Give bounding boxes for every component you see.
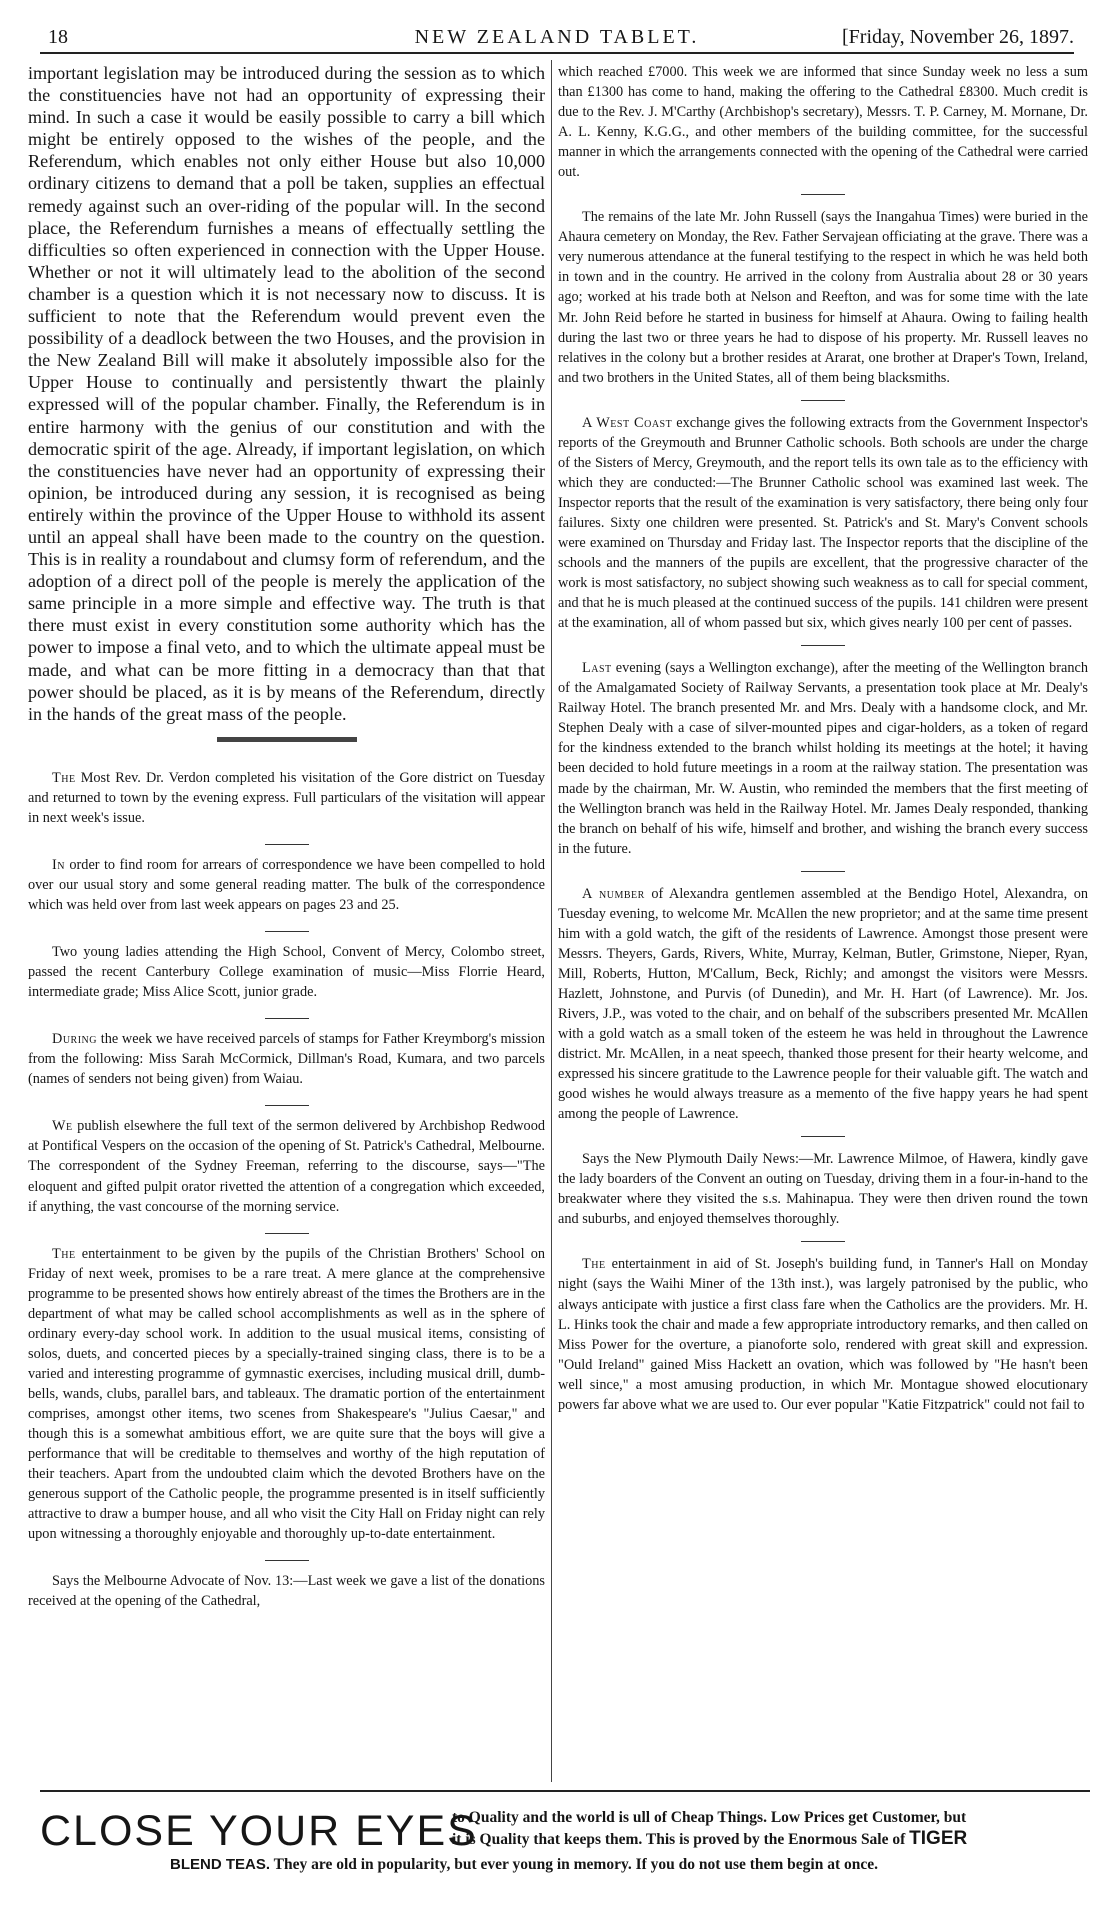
paragraph-divider	[265, 931, 309, 932]
article-text: entertainment in aid of St. Joseph's building fund, in Tanner's Hall on Monday night (says the Waihi Miner of the 13th inst.), was largely patronised by the public, who always anticipate with justice a first class fare when the Catholics are the providers. Mr. H. L. Hinks took the chair and made a few appropriate introductory remarks, and then called on Miss Power for the overture, a pianoforte solo, rendered with great skill and expression. "Ould Ireland" gained Miss Hackett an ovation, which was followed by "He hasn't been well since," a most amusing production, in which Mr. Montague showed elocutionary powers far above what we are used to. Our ever popular "Katie Fitzpatrick" could not fail to	[558, 1256, 1088, 1413]
article-music-exam: Two young ladies attending the High School, Convent of Mercy, Colombo street, passed the recent Canterbury College examination of music—Miss Florrie Heard, intermediate grade; Miss Alice Scott, junior grade.	[28, 944, 545, 1001]
article-lead-word: A West Coast	[582, 414, 673, 431]
advert-line-1: to Quality and the world is ull of Cheap Things. Low Prices get Customer, but	[452, 1809, 967, 1826]
article-convent-outing: Says the New Plymouth Daily News:—Mr. Lawrence Milmoe, of Hawera, kindly gave the lady boarders of the Convent an outing on Tuesday, driving them in a four-in-hand to the breakwater where they visited the s.s. Mahinapua. They were then driven round the town and suburbs, and enjoyed themselves thoroughly.	[558, 1151, 1088, 1228]
page-number: 18	[48, 26, 68, 48]
article-west-coast-schools	[558, 413, 1088, 634]
paragraph-divider	[801, 645, 845, 646]
paragraph-divider	[801, 400, 845, 401]
article-brothers-entertainment	[28, 1244, 545, 1545]
paragraph-divider	[801, 194, 845, 195]
article-text: Most Rev. Dr. Verdon completed his visitation of the Gore district on Tuesday and returned to town by the evening express. Full particulars of the visitation will appear in next week's issue.	[28, 769, 545, 826]
article-text: the week we have received parcels of stamps for Father Kreymborg's mission from the following: Miss Sarah McCormick, Dillman's Road, Kumara, and two parcels (names of senders not being given) from Waiau.	[28, 1031, 545, 1088]
paragraph-divider	[801, 1136, 845, 1137]
article-lead-word: A number	[582, 885, 645, 902]
article-text: publish elsewhere the full text of the sermon delivered by Archbishop Redwood at Pontifical Vespers on the occasion of the opening of St. Patrick's Cathedral, Melbourne. The correspondent of the Sydney Freeman, referring to the discourse, says—"The eloquent and gifted pulpit orator rivetted the attention of a congregation which exceeded, if anything, the vast concourse of the morning service.	[28, 1118, 545, 1215]
article-text: order to find room for arrears of correspondence we have been compelled to hold over our usual story and some general reading matter. The bulk of the correspondence which was held over from last week appears on pages 23 and 25.	[28, 856, 545, 914]
article-text: entertainment to be given by the pupils of the Christian Brothers' School on Friday of next week, promises to be a rare treat. A mere glance at the comprehensive programme to be presented shows how entirely abreast of the times the Brothers are in the department of what may be called school accomplishments as well as in the sphere of ordinary every-day school work. In addition to the usual musical items, consisting of solos, duets, and concerted pieces by a specially-trained singing class, there is to be a varied and interesting programme of gymnastic exercises, including musical drill, dumb-bells, wands, clubs, parallel bars, and tableaux. The dramatic portion of the entertainment comprises, amongst other items, two scenes from Shakespeare's "Julius Caesar," and though this is a somewhat ambitious effort, we are quite sure that the boys will give a performance that will be creditable to themselves and worthy of the high reputation of their teachers. Apart from the undoubted claim which the devoted Brothers have on the generous support of the Catholic people, the programme presented is in itself sufficiently attractive to draw a bumper house, and all who visit the City Hall on Friday night can rely upon witnessing a thoroughly enjoyable and thoroughly up-to-date entertainment.	[28, 1245, 545, 1543]
article-russell-funeral: The remains of the late Mr. John Russell (says the Inangahua Times) were buried in the Ahaura cemetery on Monday, the Rev. Father Servajean officiating at the grave. There was a very numerous attendance at the funeral testifying to the respect in which he was held both in town and in the country. He arrived in the colony from Australia about 28 or 30 years ago; worked at his trade both at Nelson and Reefton, and was for some time with the late Mr. John Reid before he started in business for himself at Ahaura. Owing to failing health during the last two or three years he had to dispose of his property. Mr. Russell leaves no relatives in the colony but a brother resides at Ararat, one brother at Draper's Town, Ireland, and two brothers in the United States, all of them being blacksmiths.	[558, 209, 1088, 386]
paragraph-divider	[265, 1018, 309, 1019]
article-lead-word: In	[52, 856, 65, 873]
section-divider	[217, 737, 357, 742]
article-lead-word: The	[52, 1245, 76, 1262]
article-verdon-visitation	[28, 768, 545, 828]
article-cathedral-donations: Says the Melbourne Advocate of Nov. 13:—Last week we gave a list of the donations received at the opening of the Cathedral,	[28, 1573, 545, 1610]
article-lead-word: Last	[582, 660, 612, 677]
article-correspondence	[28, 855, 545, 915]
issue-date: [Friday, November 26, 1897.	[842, 26, 1074, 48]
advert-line-2	[452, 1829, 1090, 1850]
article-lead-word: During	[52, 1031, 97, 1048]
newspaper-title: NEW ZEALAND TABLET.	[414, 26, 700, 48]
paragraph-divider	[801, 871, 845, 872]
advert-line-3-text: They are old in popularity, but ever young in memory. If you do not use them begin at once.	[273, 1856, 879, 1873]
article-railway-presentation	[558, 658, 1088, 858]
paragraph-divider	[265, 1560, 309, 1561]
article-text: evening (says a Wellington exchange), after the meeting of the Wellington branch of the Amalgamated Society of Railway Servants, a presentation took place at Mr. Dealy's Railway Hotel. The branch presented Mr. and Mrs. Dealy with a handsome clock, and Mr. Stephen Dealy with a case of silver-mounted pipes and cigar-holders, as a token of regard for the kindness extended to the branch whilst holding its meetings at the hotel; it having been decided to hold future meetings in a room at the railway station. The presentation was made by the chairman, Mr. W. Austin, who reminded the members that the first meeting of the Wellington branch was held in the Railway Hotel. Mr. James Dealy responded, thanking the branch on behalf of his wife, himself and brother, and wishing the branch every success in the future.	[558, 660, 1088, 857]
article-alexandra-welcome	[558, 884, 1088, 1125]
article-st-josephs-entertainment	[558, 1254, 1088, 1414]
advert-line-2-text: it is Quality that keeps them. This is proved by the Enormous Sale of	[452, 1831, 906, 1848]
paragraph-divider	[801, 1241, 845, 1242]
article-cathedral-continued: which reached £7000. This week we are informed that since Sunday week no less a sum than £1300 has come to hand, making the offering to the Cathedral £8300. Much credit is due to the Rev. J. M'Carthy (Archbishop's secretary), Messrs. T. P. Carney, M. Mornane, Dr. A. L. Kenny, K.G.G., and other members of the building committee, for the successful manner in which the arrangements connected with the opening of the Cathedral were carried out.	[558, 64, 1088, 181]
paragraph-divider	[265, 844, 309, 845]
advert-brand-blend-teas: BLEND TEAS.	[170, 1856, 271, 1873]
masthead	[40, 22, 1074, 54]
right-column	[558, 62, 1088, 1782]
advert-brand-tiger: TIGER	[909, 1828, 968, 1849]
article-sermon	[28, 1116, 545, 1216]
paragraph-divider	[265, 1233, 309, 1234]
paragraph-divider	[265, 1105, 309, 1106]
column-divider	[551, 60, 552, 1782]
editorial-continuation: important legislation may be introduced during the session as to which the constituencies have not had an opportunity of expressing their mind. In such a case it would be easily possible to carry a bill which might be entirely opposed to the wishes of the people, and the Referendum, which enables not only either House but also 10,000 ordinary citizens to demand that a poll be taken, supplies an effectual remedy against such an over-riding of the popular will. In the second place, the Referendum furnishes a means of effectually settling the difficulties so often experienced in connection with the Upper House. Whether or not it will ultimately lead to the abolition of the second chamber is a question which it is not necessary now to discuss. It is sufficient to note that the Referendum would prevent even the possibility of a deadlock between the two Houses, and the provision in the New Zealand Bill will make it absolutely impossible also for the Upper House to continually and persistently thwart the plainly expressed will of the popular chamber. Finally, the Referendum is in entire harmony with the genius of our constitution and with the democratic spirit of the age. Already, if important legislation, on which the constituencies have never had an opportunity of expressing their opinion, be introduced during any session, it is recognised as being entirely within the province of the Upper House to withhold its assent until an appeal shall have been made to the country on the question. This is in reality a roundabout and clumsy form of referendum, and the adoption of a direct poll of the people is merely the application of the same principle in a more simple and effective way. The truth is that there must exist in every constitution some authority which has the power to impose a final veto, and to which the ultimate appeal must be made, and what can be more fitting in a democracy than that that power should be placed, as it is by means of the Referendum, directly in the hands of the great mass of the people.	[28, 63, 545, 724]
article-lead-word: The	[582, 1256, 606, 1273]
article-text: exchange gives the following extracts from the Government Inspector's reports of the Greymouth and Brunner Catholic schools. Both schools are under the charge of the Sisters of Mercy, Greymouth, and the report tells its own tale as to the efficiency with which they are conducted:—The Brunner Catholic school was examined last week. The Inspector reports that the result of the examination is very satisfactory, there being only four failures. Sixty one children were presented. St. Patrick's and St. Mary's Convent schools were examined on Thursday and Friday last. The Inspector reports that the discipline of the schools and the manners of the pupils are excellent, that the progressive character of the work is most satisfactory, no subject showing such weakness as to call for special comment, and that he is much pleased at the continued success of the pupils. 141 children were present at the examination, all of whom passed but six, which gives nearly 100 per cent of passes.	[558, 414, 1088, 632]
article-stamps	[28, 1029, 545, 1089]
tiger-tea-advertisement	[40, 1790, 1090, 1897]
article-lead-word: The	[52, 769, 76, 786]
left-column	[28, 62, 545, 1782]
article-text: of Alexandra gentlemen assembled at the Bendigo Hotel, Alexandra, on Tuesday evening, to welcome Mr. McAllen the new proprietor; and at the same time present him with a gold watch, the gift of the residents of Lawrence. Amongst those present were Messrs. Theyers, Gards, Rivers, White, Murray, Kelman, Butler, Grimstone, Nieper, Ryan, Mill, Roberts, Hutton, M'Callum, Beck, Richly; and amongst the visitors were Messrs. Hazlett, Johnstone, and Purvis (of Dunedin), and Mr. H. Hart (of Lawrence). Mr. Jos. Rivers, J.P., was voted to the chair, and on behalf of the subscribers presented Mr. McAllen with a gold watch as a small token of the esteem he was held in throughout the Lawrence district. Mr. McAllen, in a neat speech, thanked those present for their hearty welcome, and expressed his sincere gratitude to the Lawrence people for their valuable gift. The watch and good wishes he would always treasure as a memento of the five happy years he had spent among the people of Lawrence.	[558, 885, 1088, 1123]
article-lead-word: We	[52, 1118, 73, 1135]
advert-line-3	[170, 1854, 878, 1876]
advert-headline: CLOSE YOUR EYES	[40, 1807, 478, 1855]
